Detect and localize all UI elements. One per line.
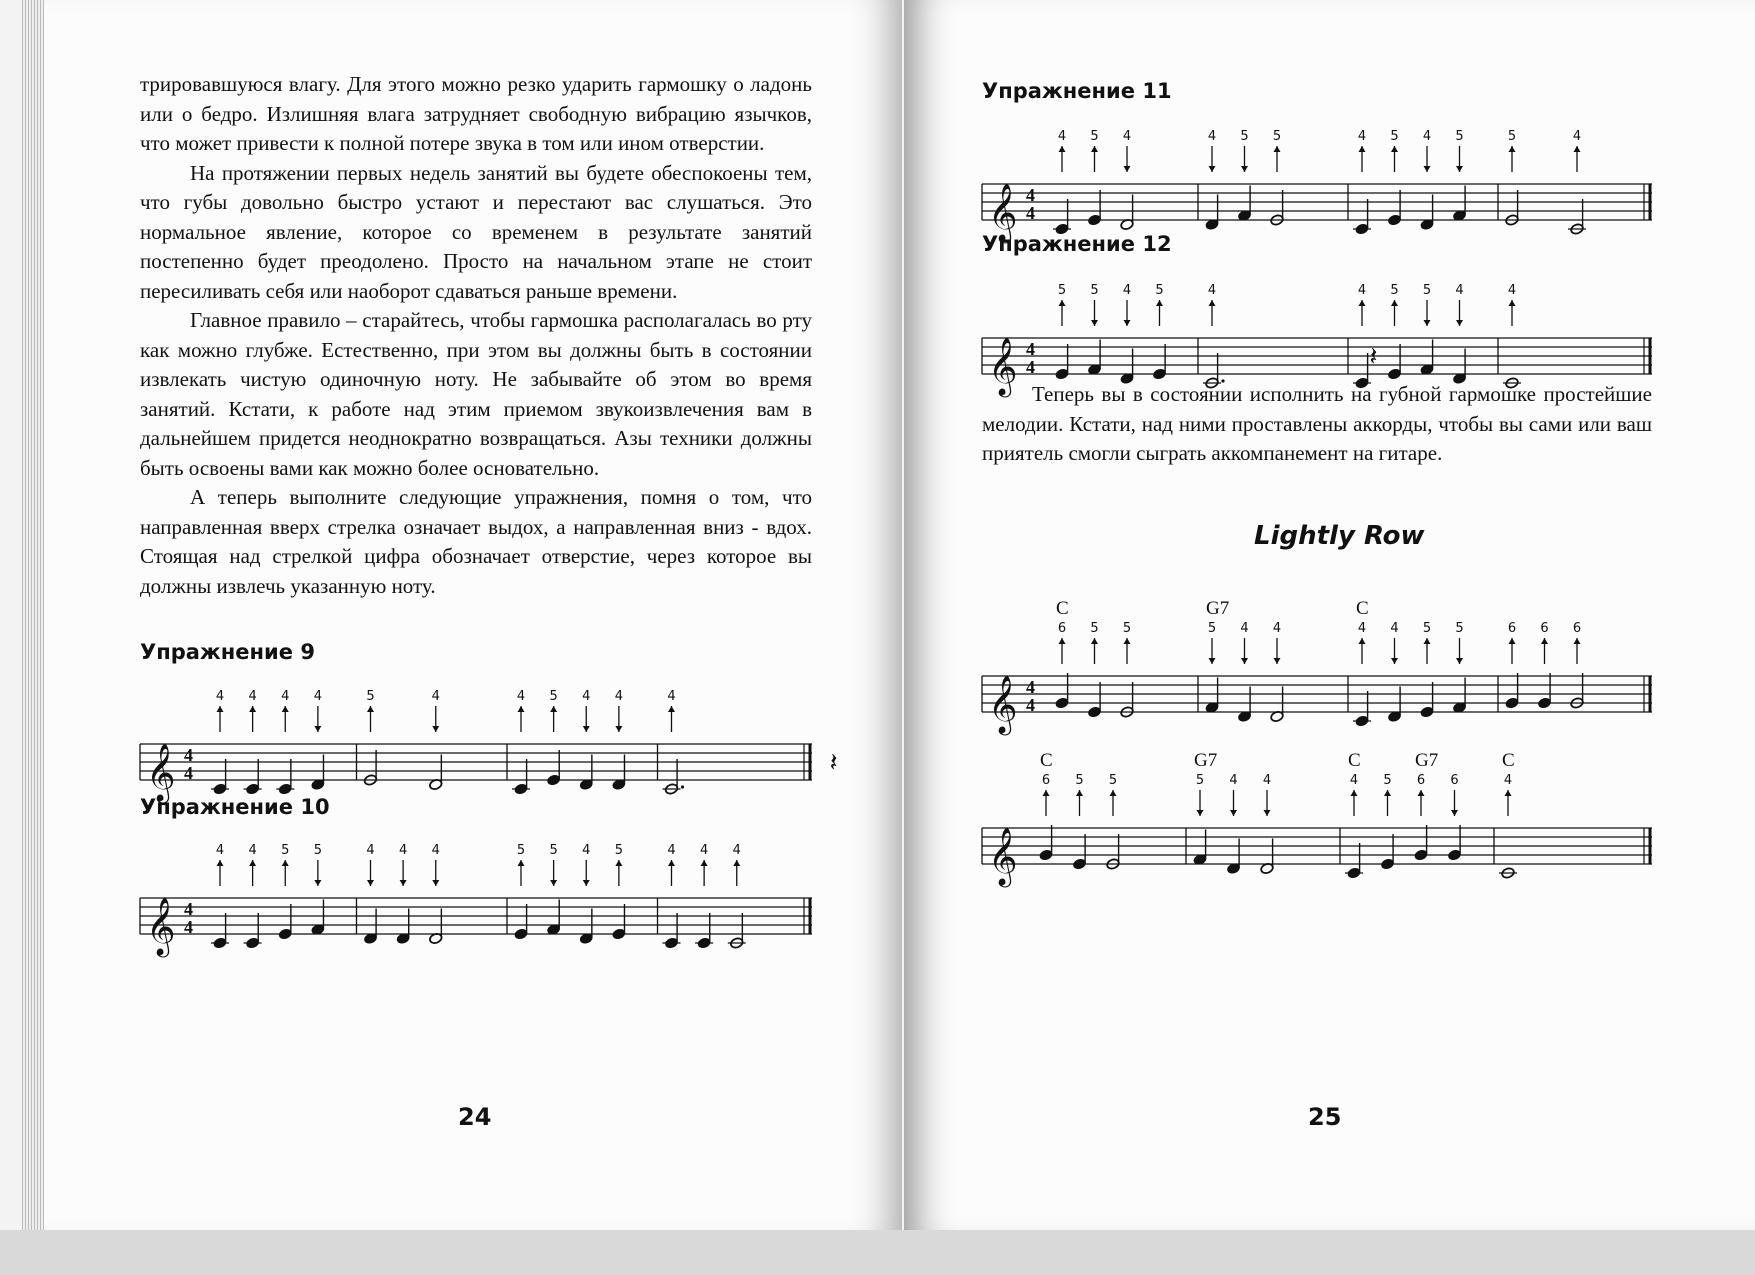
hole-number: 4	[1349, 773, 1359, 788]
blow-arrow-icon	[1384, 790, 1391, 796]
blow-arrow-icon	[282, 706, 289, 712]
treble-clef-icon: 𝄞	[146, 743, 176, 801]
hole-number: 6	[1450, 773, 1459, 788]
draw-arrow-icon	[1241, 658, 1248, 664]
draw-arrow-icon	[1456, 320, 1463, 326]
hole-number: 4	[313, 689, 323, 704]
treble-clef-icon: 𝄞	[988, 675, 1018, 733]
draw-arrow-icon	[1209, 658, 1216, 664]
hole-number: 4	[281, 689, 290, 704]
hole-number: 4	[215, 689, 225, 704]
hole-number: 4	[431, 689, 440, 704]
hole-number: 6	[1572, 621, 1582, 636]
blow-arrow-icon	[1110, 790, 1117, 796]
time-signature-top: 4	[184, 745, 193, 765]
hole-number: 4	[516, 689, 526, 704]
hole-number: 4	[1503, 773, 1513, 788]
hole-number: 5	[1422, 621, 1432, 636]
chord-symbol: G7	[1206, 598, 1230, 619]
blow-arrow-icon	[217, 860, 224, 866]
dot	[681, 785, 684, 788]
hole-number: 5	[1240, 129, 1249, 144]
treble-clef-icon: 𝄞	[988, 183, 1018, 241]
blow-arrow-icon	[1156, 300, 1163, 306]
chord-symbol: G7	[1415, 750, 1439, 771]
hole-number: 5	[1155, 283, 1164, 298]
hole-number: 4	[1240, 621, 1249, 636]
blow-arrow-icon	[518, 860, 525, 866]
quarter-rest: 𝄽	[829, 748, 838, 778]
exercise-12-staff	[982, 270, 1652, 394]
blow-arrow-icon	[1418, 790, 1425, 796]
time-signature-bottom: 4	[184, 917, 193, 937]
draw-arrow-icon	[1424, 166, 1431, 172]
hole-number: 4	[1207, 283, 1217, 298]
exercise-12-title: Упражнение 12	[982, 232, 1172, 256]
quarter-rest: 𝄽	[1369, 342, 1378, 372]
hole-number: 5	[366, 689, 375, 704]
hole-number: 5	[1383, 773, 1392, 788]
hole-number: 6	[1540, 621, 1549, 636]
blow-arrow-icon	[1509, 300, 1516, 306]
hole-number: 4	[1272, 621, 1282, 636]
hole-number: 4	[431, 843, 440, 858]
blow-arrow-icon	[1574, 638, 1581, 644]
time-signature-top: 4	[1026, 677, 1035, 697]
chord-symbol: G7	[1194, 750, 1218, 771]
hole-number: 5	[1390, 283, 1399, 298]
blow-arrow-icon	[668, 860, 675, 866]
treble-clef-icon: 𝄞	[988, 337, 1018, 395]
blow-arrow-icon	[615, 860, 622, 866]
hole-number: 4	[398, 843, 408, 858]
blow-arrow-icon	[1509, 638, 1516, 644]
hole-number: 4	[248, 843, 257, 858]
hole-number: 4	[1207, 129, 1217, 144]
time-signature-bottom: 4	[1026, 695, 1035, 715]
time-signature-bottom: 4	[1026, 203, 1035, 223]
draw-arrow-icon	[1230, 810, 1237, 816]
paragraph: А теперь выполните следующие упражнения, помня о том, что направленная вверх стрелка означает выдох, а направленная вниз - вдох. Стоящая над стрелкой цифра обозначает отверстие, через которое вы должны извлечь указанную ноту.	[140, 485, 812, 598]
hole-number: 6	[1057, 621, 1067, 636]
hole-number: 5	[614, 843, 624, 858]
exercise-10-title: Упражнение 10	[140, 795, 330, 819]
draw-arrow-icon	[314, 726, 321, 732]
hole-number: 4	[582, 843, 591, 858]
hole-number: 4	[1357, 129, 1367, 144]
hole-number: 4	[1229, 773, 1238, 788]
draw-arrow-icon	[314, 880, 321, 886]
paragraph: На протяжении первых недель занятий вы будете обеспокоены тем, что губы довольно быстро устают и перестают вас слушаться. Это нормальное явление, которое со временем в результате занятий постепенно будет преодолено. Просто на начальном этапе не стоит пересиливать себя или наоборот сдаваться раньше времени.	[140, 160, 812, 303]
hole-number: 5	[313, 843, 323, 858]
exercise-9-staff	[140, 676, 838, 801]
hole-number: 4	[582, 689, 591, 704]
treble-clef-icon: 𝄞	[146, 897, 176, 955]
blow-arrow-icon	[1124, 638, 1131, 644]
hole-number: 4	[1455, 283, 1464, 298]
blow-arrow-icon	[733, 860, 740, 866]
hole-number: 4	[1390, 621, 1399, 636]
blow-arrow-icon	[1359, 638, 1366, 644]
draw-arrow-icon	[1424, 320, 1431, 326]
hole-number: 5	[1090, 621, 1099, 636]
hole-number: 4	[1507, 283, 1517, 298]
blow-arrow-icon	[249, 860, 256, 866]
draw-arrow-icon	[367, 880, 374, 886]
blow-arrow-icon	[1059, 300, 1066, 306]
time-signature-bottom: 4	[1026, 357, 1035, 377]
blow-arrow-icon	[1505, 790, 1512, 796]
hole-number: 4	[366, 843, 375, 858]
chord-symbol: C	[1356, 598, 1369, 619]
chord-symbol: C	[1056, 598, 1069, 619]
hole-number: 4	[1122, 283, 1132, 298]
hole-number: 5	[516, 843, 526, 858]
hole-number: 4	[667, 843, 676, 858]
blow-arrow-icon	[1059, 638, 1066, 644]
hole-number: 4	[215, 843, 225, 858]
blow-arrow-icon	[1359, 146, 1366, 152]
hole-number: 4	[1262, 773, 1272, 788]
draw-arrow-icon	[1091, 320, 1098, 326]
blow-arrow-icon	[1274, 146, 1281, 152]
draw-arrow-icon	[400, 880, 407, 886]
time-signature-top: 4	[1026, 185, 1035, 205]
exercise-11-title: Упражнение 11	[982, 79, 1172, 103]
left-page-text	[140, 70, 812, 601]
draw-arrow-icon	[1456, 658, 1463, 664]
hole-number: 4	[1357, 283, 1367, 298]
hole-number: 5	[1272, 129, 1282, 144]
draw-arrow-icon	[1124, 320, 1131, 326]
draw-arrow-icon	[550, 880, 557, 886]
chord-symbol: C	[1502, 750, 1515, 771]
time-signature-bottom: 4	[184, 763, 193, 783]
blow-arrow-icon	[518, 706, 525, 712]
song-staff-line-1	[982, 588, 1652, 738]
hole-number: 4	[667, 689, 676, 704]
paragraph: трировавшуюся влагу. Для этого можно резко ударить гармошку о ладонь или о бедро. Излишняя влага затрудняет свободную вибрацию язычков, что может привести к полной потере звука в том или ином отверстии.	[140, 72, 812, 155]
scan-bottom-strip	[0, 1230, 1755, 1275]
time-signature-top: 4	[184, 899, 193, 919]
hole-number: 5	[1108, 773, 1118, 788]
paragraph: Теперь вы в состоянии исполнить на губной гармошке простейшие мелодии. Кстати, над ними проставлены аккорды, чтобы вы сами или ваш приятель смогли сыграть аккомпанемент на гитаре.	[982, 382, 1652, 465]
blow-arrow-icon	[1541, 638, 1548, 644]
blow-arrow-icon	[1043, 790, 1050, 796]
draw-arrow-icon	[432, 880, 439, 886]
hole-number: 5	[1122, 621, 1132, 636]
draw-arrow-icon	[1274, 658, 1281, 664]
blow-arrow-icon	[701, 860, 708, 866]
hole-number: 4	[1357, 621, 1367, 636]
draw-arrow-icon	[432, 726, 439, 732]
hole-number: 5	[1090, 129, 1099, 144]
blow-arrow-icon	[1091, 146, 1098, 152]
blow-arrow-icon	[1359, 300, 1366, 306]
blow-arrow-icon	[1091, 638, 1098, 644]
exercise-9-title: Упражнение 9	[140, 640, 315, 664]
draw-arrow-icon	[1124, 166, 1131, 172]
hole-number: 4	[1057, 129, 1067, 144]
hole-number: 5	[281, 843, 290, 858]
hole-number: 5	[1455, 129, 1464, 144]
draw-arrow-icon	[1456, 166, 1463, 172]
blow-arrow-icon	[249, 706, 256, 712]
hole-number: 4	[1572, 129, 1582, 144]
song-staff-line-2	[982, 740, 1652, 890]
page-edge	[22, 0, 44, 1230]
hole-number: 5	[1390, 129, 1399, 144]
blow-arrow-icon	[1391, 300, 1398, 306]
hole-number: 4	[699, 843, 709, 858]
blow-arrow-icon	[1424, 638, 1431, 644]
draw-arrow-icon	[1451, 810, 1458, 816]
page-number-left: 24	[458, 1103, 492, 1131]
draw-arrow-icon	[1391, 658, 1398, 664]
hole-number: 5	[1507, 129, 1517, 144]
hole-number: 4	[248, 689, 257, 704]
draw-arrow-icon	[1241, 166, 1248, 172]
chord-symbol: C	[1348, 750, 1361, 771]
hole-number: 5	[549, 689, 558, 704]
right-page-text	[982, 380, 1652, 469]
blow-arrow-icon	[1391, 146, 1398, 152]
hole-number: 5	[549, 843, 558, 858]
hole-number: 5	[1075, 773, 1084, 788]
draw-arrow-icon	[615, 726, 622, 732]
blow-arrow-icon	[367, 706, 374, 712]
paragraph: Главное правило – старайтесь, чтобы гармошка располагалась во рту как можно глубже. Естественно, при этом вы должны быть в состоянии извлекать чистую одиночную ноту. Не забывайте об этом во время занятий. Кстати, к работе над этим приемом звукоизвлечения вам в дальнейшем придется неоднократно возвращаться. Азы техники должны быть освоены вами как можно более основательно.	[140, 308, 812, 480]
hole-number: 4	[1422, 129, 1432, 144]
draw-arrow-icon	[583, 726, 590, 732]
blow-arrow-icon	[1574, 146, 1581, 152]
blow-arrow-icon	[1076, 790, 1083, 796]
draw-arrow-icon	[583, 880, 590, 886]
hole-number: 4	[1122, 129, 1132, 144]
hole-number: 5	[1057, 283, 1067, 298]
hole-number: 6	[1041, 773, 1051, 788]
time-signature-top: 4	[1026, 339, 1035, 359]
draw-arrow-icon	[1264, 810, 1271, 816]
blow-arrow-icon	[1209, 300, 1216, 306]
hole-number: 6	[1416, 773, 1426, 788]
song-title: Lightly Row	[1254, 521, 1425, 551]
blow-arrow-icon	[1351, 790, 1358, 796]
blow-arrow-icon	[668, 706, 675, 712]
hole-number: 5	[1090, 283, 1099, 298]
blow-arrow-icon	[217, 706, 224, 712]
chord-symbol: C	[1040, 750, 1053, 771]
hole-number: 5	[1195, 773, 1205, 788]
hole-number: 5	[1422, 283, 1432, 298]
blow-arrow-icon	[1509, 146, 1516, 152]
blow-arrow-icon	[282, 860, 289, 866]
hole-number: 5	[1207, 621, 1217, 636]
treble-clef-icon: 𝄞	[988, 827, 1018, 885]
hole-number: 5	[1455, 621, 1464, 636]
hole-number: 6	[1507, 621, 1517, 636]
draw-arrow-icon	[1197, 810, 1204, 816]
draw-arrow-icon	[1209, 166, 1216, 172]
hole-number: 4	[614, 689, 624, 704]
blow-arrow-icon	[550, 706, 557, 712]
blow-arrow-icon	[1059, 146, 1066, 152]
exercise-11-staff	[982, 116, 1652, 240]
exercise-10-staff	[140, 830, 812, 954]
page-number-right: 25	[1308, 1103, 1342, 1131]
hole-number: 4	[732, 843, 741, 858]
